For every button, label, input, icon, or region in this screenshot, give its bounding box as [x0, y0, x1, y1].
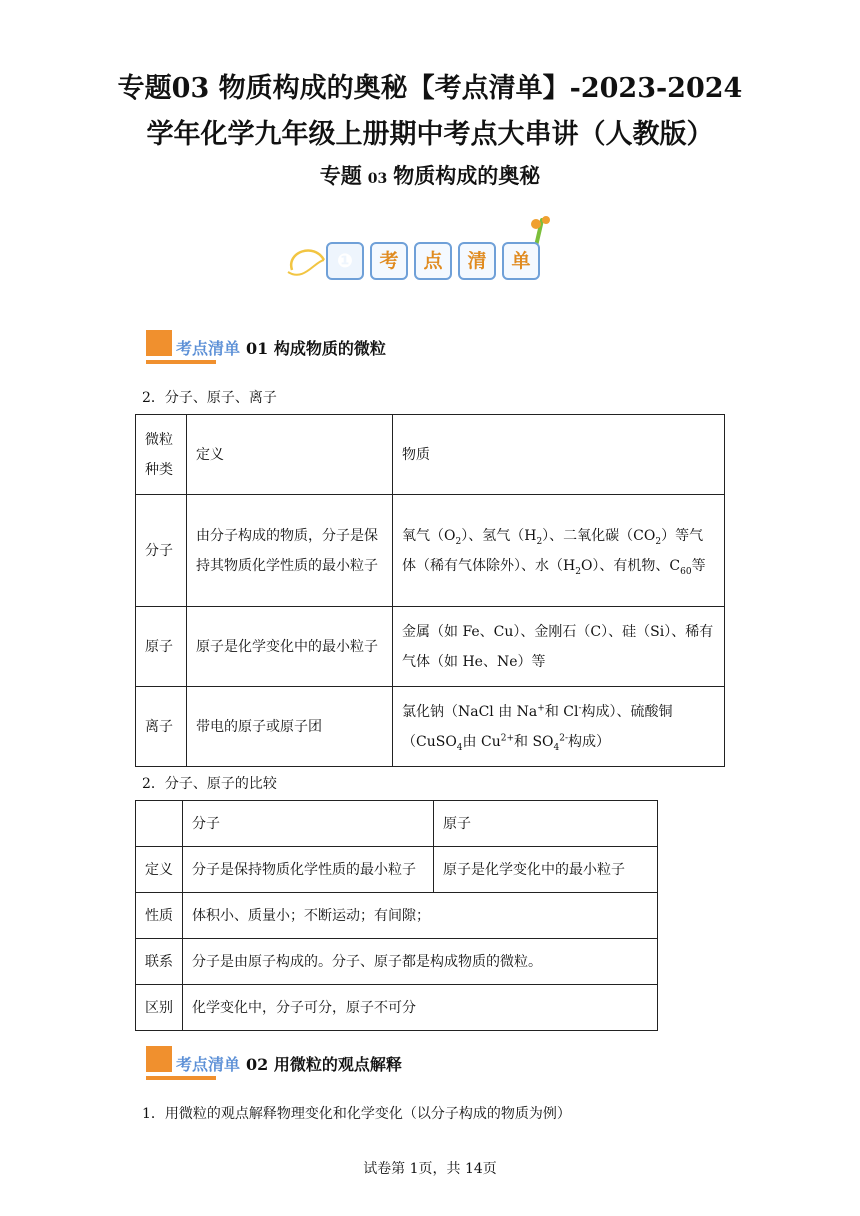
molecule-cell: 分子是保持物质化学性质的最小粒子 [183, 847, 434, 893]
table-row [136, 687, 725, 767]
banner-char: 考 [370, 242, 408, 280]
table-row [136, 939, 658, 985]
table-row [136, 801, 658, 847]
banner-char: 点 [414, 242, 452, 280]
title-line-1: 专题03 物质构成的奥秘【考点清单】-2023-2024 [117, 73, 743, 104]
row-label: 性质 [136, 893, 183, 939]
subtitle-number: 03 [367, 171, 388, 187]
header-cell: 原子 [434, 801, 658, 847]
substance-cell: 氧气$(O_2)$、氢气$(H_2)$、二氧化碳$(CO_2)$等气体（稀有气体除外）、水$(H_2O)$、有机物、$C_{60}$等 [393, 495, 725, 607]
row-label: 分子 [136, 495, 187, 607]
section-underline [146, 360, 216, 364]
table-row [136, 985, 658, 1031]
comparison-table [135, 800, 658, 1031]
section-marker-icon [146, 1046, 172, 1072]
table-row [136, 495, 725, 607]
row-label: 原子 [136, 607, 187, 687]
section-underline [146, 1076, 216, 1080]
banner-char: 单 [502, 242, 540, 280]
table-row [136, 847, 658, 893]
topic-subtitle [0, 160, 860, 190]
banner-char: 清 [458, 242, 496, 280]
definition-cell: 由分子构成的物质，分子是保持其物质化学性质的最小粒子 [187, 495, 393, 607]
header-cell: 物质 [393, 415, 725, 495]
row-label: 定义 [136, 847, 183, 893]
substance-cell: 金属（如 Fe、Cu）、金刚石（C）、硅（Si）、稀有气体（如 He、Ne）等 [393, 607, 725, 687]
section-tag: 考点清单 [176, 339, 241, 358]
row-label: 区别 [136, 985, 183, 1031]
key-points-banner [284, 212, 554, 286]
atom-cell: 原子是化学变化中的最小粒子 [434, 847, 658, 893]
table-row [136, 607, 725, 687]
row-label: 离子 [136, 687, 187, 767]
section-tag: 考点清单 [176, 1055, 241, 1074]
header-cell: 定义 [187, 415, 393, 495]
section-title: 01 构成物质的微粒 [246, 339, 386, 358]
row-label: 联系 [136, 939, 183, 985]
document-title [60, 66, 800, 158]
merged-cell: 化学变化中，分子可分，原子不可分 [183, 985, 658, 1031]
subtitle-suffix: 物质构成的奥秘 [393, 163, 541, 188]
particles-table [135, 414, 725, 767]
definition-cell: 原子是化学变化中的最小粒子 [187, 607, 393, 687]
merged-cell: 分子是由原子构成的。分子、原子都是构成物质的微粒。 [183, 939, 658, 985]
table-row [136, 415, 725, 495]
definition-cell: 带电的原子或原子团 [187, 687, 393, 767]
page-footer: 试卷第 1页，共 14页 [363, 1161, 497, 1177]
header-cell: 微粒种类 [136, 415, 187, 495]
header-cell [136, 801, 183, 847]
paragraph-heading: 2．分子、原子、离子 [142, 390, 277, 406]
paragraph-heading: 2．分子、原子的比较 [142, 776, 277, 792]
title-line-2: 学年化学九年级上册期中考点大串讲（人教版） [146, 119, 714, 150]
banner-number-icon: ❶ [326, 242, 364, 280]
subtitle-prefix: 专题 [319, 163, 362, 188]
header-cell: 分子 [183, 801, 434, 847]
substance-cell: 氯化钠（NaCl 由 Na+和 Cl-构成）、硫酸铜（CuSO$_4$由 $Cu^{2+}$和 $SO_4^{2-}$构成） [393, 687, 725, 767]
section-marker-icon [146, 330, 172, 356]
section-title: 02 用微粒的观点解释 [246, 1055, 402, 1074]
table-row [136, 893, 658, 939]
paragraph-heading: 1．用微粒的观点解释物理变化和化学变化（以分子构成的物质为例） [142, 1106, 571, 1122]
merged-cell: 体积小、质量小；不断运动；有间隙； [183, 893, 658, 939]
